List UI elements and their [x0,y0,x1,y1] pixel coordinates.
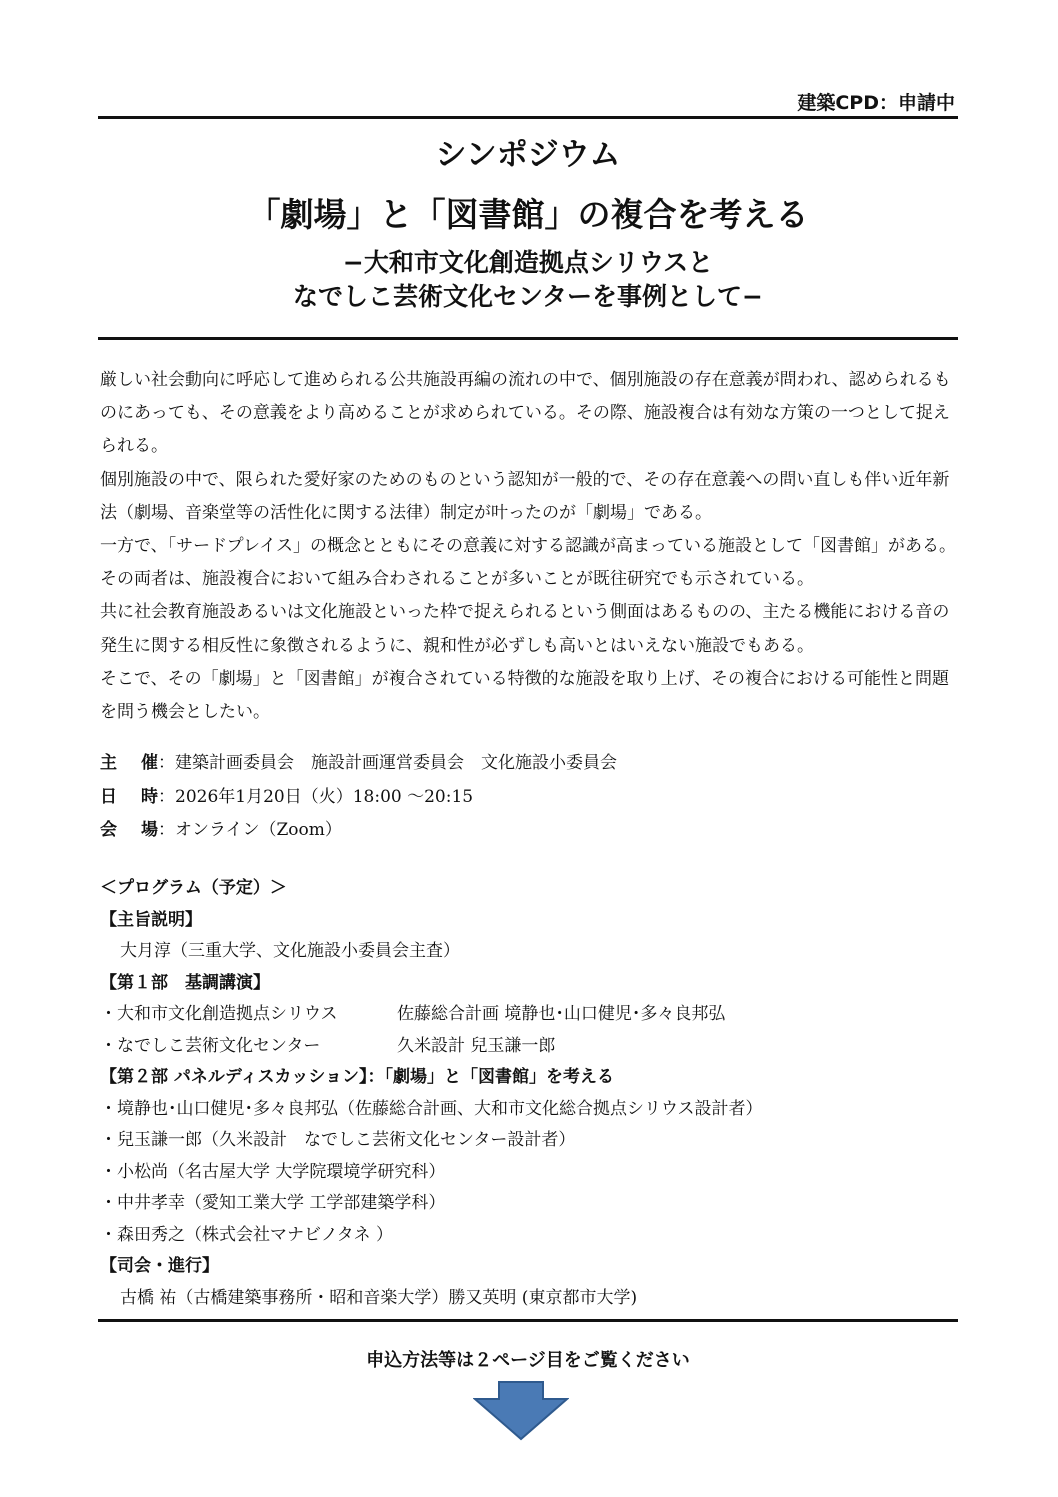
event-title: 「劇場」と「図書館」の複合を考える [247,195,809,234]
facility-name: ・大和市文化創造拠点シリウス [100,1004,338,1024]
venue-row [100,814,617,848]
section-title: 【第１部 基調講演】 [100,972,270,993]
section-title: 【司会・進行】 [100,1256,219,1276]
bottom-divider [98,1319,958,1322]
event-subtitle-line1: −大和市文化創造拠点シリウスと [342,248,714,277]
program-heading: ＜プログラム（予定）＞ [100,878,287,898]
title-block [98,134,958,314]
list-item: 大月淳（三重大学、文化施設小委員会主査） [120,941,460,961]
intro-paragraph: 共に社会教育施設あるいは文化施設といった枠で捉えられるという側面はあるものの、主たる機能における音の発生に関する相反性に象徴されるように、親和性が必ずしも高いとはいえない施設でもある。 [100,602,950,656]
cpd-status: 建築CPD：申請中 [797,92,955,114]
intro-paragraph: 一方で、「サードプレイス」の概念とともにその意義に対する認識が高まっている施設として「図書館」がある。その両者は、施設複合において組み合わされることが多いことが既往研究でも示されている。 [100,536,956,590]
down-arrow-icon [473,1381,569,1441]
list-item: ・森田秀之（株式会社マナビノタネ ） [100,1224,394,1245]
list-item: ・小松尚（名古屋大学 大学院環境学研究科） [100,1161,446,1182]
list-item [100,999,960,1031]
list-item: ・中井孝幸（愛知工業大学 工学部建築学科） [100,1193,446,1213]
event-type: シンポジウム [435,137,621,173]
top-divider [98,116,958,119]
section-title: 【主旨説明】 [100,909,202,930]
organizer-row [100,747,617,781]
intro-paragraph: そこで、その「劇場」と「図書館」が複合されている特徴的な施設を取り上げ、その複合における可能性と問題を問う機会としたい。 [100,668,949,723]
date-value: ：2026年1月20日（火）18:00 〜20:15 [158,786,474,807]
venue-label: 会 場 [100,820,158,840]
venue-value: ：オンライン（Zoom） [158,820,342,840]
list-item: 古橋 祐（古橋建築事務所・昭和音楽大学）勝又英明 (東京都市大学) [120,1287,638,1308]
intro-text [100,364,960,729]
application-notice: 申込方法等は２ページ目をご覧ください [366,1350,690,1371]
list-item: ・兒玉謙一郎（久米設計 なでしこ芸術文化センター設計者） [100,1130,576,1150]
facility-name: ・なでしこ芸術文化センター [100,1035,321,1056]
event-subtitle-line2: なでしこ芸術文化センターを事例として− [293,282,763,311]
organizer-value: ：建築計画委員会 施設計画運営委員会 文化施設小委員会 [158,753,617,773]
intro-paragraph: 厳しい社会動向に呼応して進められる公共施設再編の流れの中で、個別施設の存在意義が問われ、認められるものにあっても、その意義をより高めることが求められている。その際、施設複合は有効な方策の一つとして捉えられる。 [100,370,951,457]
date-label: 日 時 [100,786,158,807]
date-row [100,781,617,815]
event-info [100,747,617,848]
speaker-name: 佐藤総合計画 境静也･山口健児･多々良邦弘 [397,1004,726,1024]
intro-paragraph: 個別施設の中で、限られた愛好家のためのものという認知が一般的で、その存在意義への問い直しも伴い近年新法（劇場、音楽堂等の活性化に関する法律）制定が叶ったのが「劇場」である。 [100,469,950,523]
program [100,873,960,1314]
list-item [100,1031,960,1063]
speaker-name: 久米設計 兒玉謙一郎 [397,1035,556,1056]
section-title: 【第２部 パネルディスカッション】：「劇場」と「図書館」を考える [100,1067,615,1087]
title-divider [98,337,958,340]
organizer-label: 主 催 [100,753,158,773]
list-item: ・境静也･山口健児･多々良邦弘（佐藤総合計画、大和市文化総合拠点シリウス設計者） [100,1098,763,1119]
